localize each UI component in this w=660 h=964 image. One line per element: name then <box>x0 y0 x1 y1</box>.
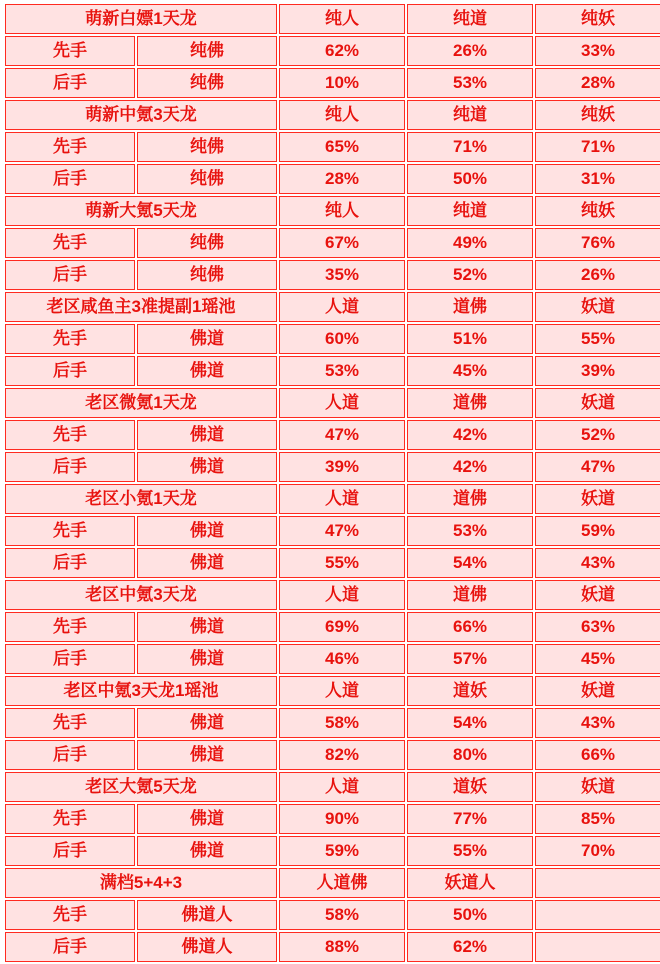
table-row <box>5 580 660 610</box>
team-composition-label: 佛道 <box>137 836 277 866</box>
turn-order-label: 后手 <box>5 548 135 578</box>
column-header: 纯道 <box>407 196 533 226</box>
turn-order-label: 后手 <box>5 356 135 386</box>
win-rate-cell: 52% <box>407 260 533 290</box>
win-rate-cell: 54% <box>407 548 533 578</box>
turn-order-label: 后手 <box>5 932 135 962</box>
column-header: 道佛 <box>407 580 533 610</box>
column-header: 妖道 <box>535 484 660 514</box>
column-header: 人道 <box>279 292 405 322</box>
win-rate-cell: 33% <box>535 36 660 66</box>
column-header: 妖道 <box>535 676 660 706</box>
team-composition-label: 佛道人 <box>137 900 277 930</box>
win-rate-cell: 58% <box>279 708 405 738</box>
group-title: 萌新白嫖1天龙 <box>5 4 277 34</box>
win-rate-cell: 59% <box>279 836 405 866</box>
team-composition-label: 纯佛 <box>137 68 277 98</box>
win-rate-cell: 47% <box>279 420 405 450</box>
table-row <box>5 676 660 706</box>
win-rate-cell: 63% <box>535 612 660 642</box>
win-rate-cell: 55% <box>279 548 405 578</box>
group-title: 老区微氪1天龙 <box>5 388 277 418</box>
matchup-table <box>3 2 660 964</box>
group-title: 老区小氪1天龙 <box>5 484 277 514</box>
win-rate-cell: 45% <box>535 644 660 674</box>
turn-order-label: 后手 <box>5 836 135 866</box>
win-rate-cell: 35% <box>279 260 405 290</box>
column-header: 纯妖 <box>535 100 660 130</box>
win-rate-cell: 70% <box>535 836 660 866</box>
win-rate-cell: 50% <box>407 164 533 194</box>
win-rate-cell: 82% <box>279 740 405 770</box>
win-rate-cell: 45% <box>407 356 533 386</box>
win-rate-cell: 39% <box>535 356 660 386</box>
table-row <box>5 132 660 162</box>
turn-order-label: 先手 <box>5 36 135 66</box>
win-rate-cell: 10% <box>279 68 405 98</box>
table-row <box>5 36 660 66</box>
team-composition-label: 纯佛 <box>137 36 277 66</box>
win-rate-cell: 85% <box>535 804 660 834</box>
column-header: 纯道 <box>407 100 533 130</box>
turn-order-label: 后手 <box>5 644 135 674</box>
win-rate-cell: 59% <box>535 516 660 546</box>
table-row <box>5 260 660 290</box>
team-composition-label: 纯佛 <box>137 228 277 258</box>
group-title: 老区咸鱼主3准提副1瑶池 <box>5 292 277 322</box>
win-rate-cell: 69% <box>279 612 405 642</box>
win-rate-cell: 49% <box>407 228 533 258</box>
column-header: 纯妖 <box>535 4 660 34</box>
table-row <box>5 548 660 578</box>
win-rate-cell: 54% <box>407 708 533 738</box>
column-header: 纯人 <box>279 196 405 226</box>
team-composition-label: 佛道 <box>137 420 277 450</box>
column-header: 妖道 <box>535 388 660 418</box>
table-row <box>5 164 660 194</box>
turn-order-label: 后手 <box>5 452 135 482</box>
column-header: 道妖 <box>407 676 533 706</box>
turn-order-label: 先手 <box>5 132 135 162</box>
table-row <box>5 388 660 418</box>
win-rate-cell: 43% <box>535 548 660 578</box>
win-rate-cell: 26% <box>407 36 533 66</box>
turn-order-label: 先手 <box>5 708 135 738</box>
win-rate-cell: 53% <box>407 516 533 546</box>
win-rate-cell: 28% <box>279 164 405 194</box>
win-rate-cell: 80% <box>407 740 533 770</box>
table-row <box>5 868 660 898</box>
table-row <box>5 644 660 674</box>
win-rate-cell: 88% <box>279 932 405 962</box>
team-composition-label: 佛道 <box>137 740 277 770</box>
group-title: 满档5+4+3 <box>5 868 277 898</box>
win-rate-cell: 62% <box>279 36 405 66</box>
table-row <box>5 900 660 930</box>
team-composition-label: 佛道 <box>137 516 277 546</box>
table-row <box>5 740 660 770</box>
win-rate-cell: 42% <box>407 452 533 482</box>
win-rate-cell: 57% <box>407 644 533 674</box>
win-rate-cell: 42% <box>407 420 533 450</box>
win-rate-cell: 66% <box>535 740 660 770</box>
table-row <box>5 612 660 642</box>
win-rate-cell: 47% <box>279 516 405 546</box>
win-rate-cell: 28% <box>535 68 660 98</box>
table-row <box>5 708 660 738</box>
column-header: 人道 <box>279 580 405 610</box>
column-header: 妖道 <box>535 580 660 610</box>
table-row <box>5 932 660 962</box>
turn-order-label: 先手 <box>5 324 135 354</box>
win-rate-cell: 76% <box>535 228 660 258</box>
team-composition-label: 佛道 <box>137 644 277 674</box>
column-header: 妖道 <box>535 772 660 802</box>
win-rate-cell: 90% <box>279 804 405 834</box>
win-rate-cell: 58% <box>279 900 405 930</box>
win-rate-cell: 67% <box>279 228 405 258</box>
table-row <box>5 324 660 354</box>
column-header: 妖道人 <box>407 868 533 898</box>
win-rate-cell: 47% <box>535 452 660 482</box>
table-row <box>5 804 660 834</box>
group-title: 萌新中氪3天龙 <box>5 100 277 130</box>
column-header: 人道 <box>279 676 405 706</box>
column-header: 人道 <box>279 484 405 514</box>
team-composition-label: 佛道 <box>137 804 277 834</box>
table-row <box>5 68 660 98</box>
win-rate-cell: 31% <box>535 164 660 194</box>
table-row <box>5 356 660 386</box>
win-rate-cell: 53% <box>407 68 533 98</box>
turn-order-label: 先手 <box>5 228 135 258</box>
win-rate-cell: 65% <box>279 132 405 162</box>
win-rate-cell: 66% <box>407 612 533 642</box>
column-header: 妖道 <box>535 292 660 322</box>
empty-cell <box>535 932 660 962</box>
table-row <box>5 100 660 130</box>
team-composition-label: 佛道 <box>137 452 277 482</box>
column-header: 人道佛 <box>279 868 405 898</box>
win-rate-cell: 46% <box>279 644 405 674</box>
win-rate-cell: 26% <box>535 260 660 290</box>
column-header: 道妖 <box>407 772 533 802</box>
win-rate-cell: 50% <box>407 900 533 930</box>
turn-order-label: 先手 <box>5 804 135 834</box>
column-header: 道佛 <box>407 388 533 418</box>
column-header: 纯人 <box>279 100 405 130</box>
empty-cell <box>535 868 660 898</box>
table-row <box>5 484 660 514</box>
win-rate-cell: 51% <box>407 324 533 354</box>
column-header: 道佛 <box>407 292 533 322</box>
win-rate-cell: 62% <box>407 932 533 962</box>
team-composition-label: 佛道 <box>137 612 277 642</box>
turn-order-label: 后手 <box>5 164 135 194</box>
column-header: 人道 <box>279 772 405 802</box>
win-rate-cell: 71% <box>407 132 533 162</box>
turn-order-label: 后手 <box>5 260 135 290</box>
team-composition-label: 佛道人 <box>137 932 277 962</box>
turn-order-label: 后手 <box>5 740 135 770</box>
group-title: 萌新大氪5天龙 <box>5 196 277 226</box>
win-rate-cell: 77% <box>407 804 533 834</box>
team-composition-label: 纯佛 <box>137 132 277 162</box>
group-title: 老区中氪3天龙1瑶池 <box>5 676 277 706</box>
table-row <box>5 836 660 866</box>
win-rate-cell: 52% <box>535 420 660 450</box>
win-rate-cell: 43% <box>535 708 660 738</box>
column-header: 纯人 <box>279 4 405 34</box>
group-title: 老区大氪5天龙 <box>5 772 277 802</box>
column-header: 纯道 <box>407 4 533 34</box>
win-rate-cell: 39% <box>279 452 405 482</box>
team-composition-label: 佛道 <box>137 324 277 354</box>
turn-order-label: 先手 <box>5 516 135 546</box>
turn-order-label: 后手 <box>5 68 135 98</box>
win-rate-cell: 71% <box>535 132 660 162</box>
table-row <box>5 420 660 450</box>
win-rate-cell: 53% <box>279 356 405 386</box>
table-row <box>5 228 660 258</box>
turn-order-label: 先手 <box>5 420 135 450</box>
table-row <box>5 452 660 482</box>
table-row <box>5 196 660 226</box>
team-composition-label: 纯佛 <box>137 164 277 194</box>
group-title: 老区中氪3天龙 <box>5 580 277 610</box>
team-composition-label: 纯佛 <box>137 260 277 290</box>
win-rate-cell: 55% <box>535 324 660 354</box>
table-row <box>5 772 660 802</box>
turn-order-label: 先手 <box>5 612 135 642</box>
team-composition-label: 佛道 <box>137 356 277 386</box>
team-composition-label: 佛道 <box>137 548 277 578</box>
empty-cell <box>535 900 660 930</box>
table-row <box>5 516 660 546</box>
team-composition-label: 佛道 <box>137 708 277 738</box>
column-header: 人道 <box>279 388 405 418</box>
win-rate-cell: 55% <box>407 836 533 866</box>
turn-order-label: 先手 <box>5 900 135 930</box>
column-header: 纯妖 <box>535 196 660 226</box>
column-header: 道佛 <box>407 484 533 514</box>
table-row <box>5 292 660 322</box>
table-row <box>5 4 660 34</box>
win-rate-cell: 60% <box>279 324 405 354</box>
